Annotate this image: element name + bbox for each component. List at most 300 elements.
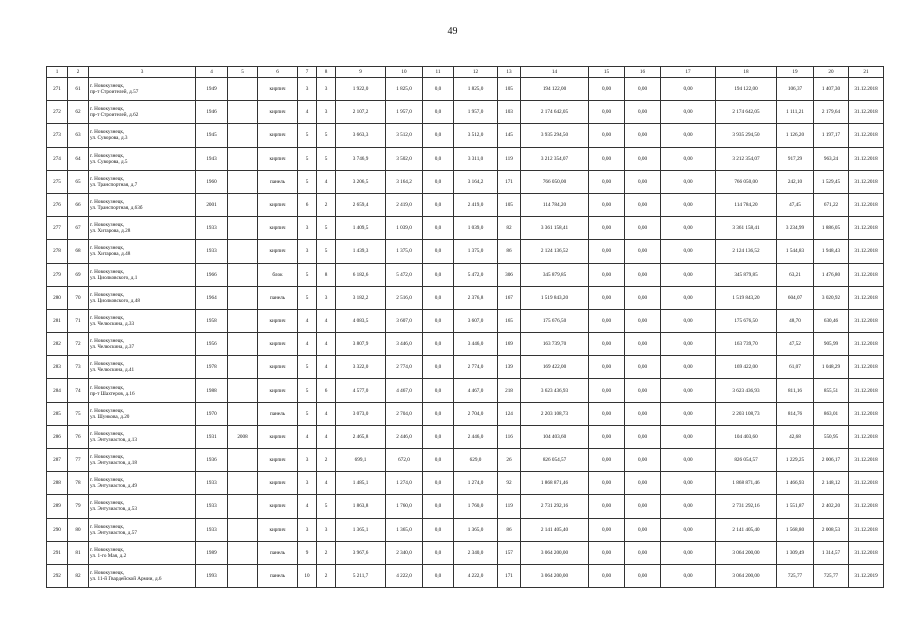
cell-col-16: 0,00 <box>625 541 661 564</box>
cell-col-13: 26 <box>498 449 521 472</box>
cell-col-18: 3 361 158,41 <box>716 217 777 240</box>
cell-col-7: 4 <box>298 425 317 448</box>
address-city: г. Новокузнецк, <box>90 338 125 345</box>
cell-col-7: 5 <box>298 286 317 309</box>
cell-col-15: 0,00 <box>589 541 625 564</box>
cell-col-9: 4 577,0 <box>336 379 386 402</box>
address-cell <box>89 147 196 170</box>
column-header-6: 6 <box>258 67 298 78</box>
cell-col-18: 2 174 642,05 <box>716 101 777 124</box>
cell-col-4: 1960 <box>196 170 228 193</box>
address-cell <box>89 193 196 216</box>
cell-col-15: 0,00 <box>589 495 625 518</box>
cell-col-2: 72 <box>68 333 89 356</box>
cell-col-7: 3 <box>298 240 317 263</box>
cell-col-6: кирпич <box>258 518 298 541</box>
cell-col-5 <box>228 449 258 472</box>
cell-col-9: 3 322,0 <box>336 356 386 379</box>
cell-col-11: 0,0 <box>423 518 454 541</box>
cell-col-12: 1 365,0 <box>454 518 498 541</box>
table-row <box>47 78 884 101</box>
cell-col-6: кирпич <box>258 425 298 448</box>
cell-col-7: 3 <box>298 472 317 495</box>
cell-col-7: 5 <box>298 356 317 379</box>
cell-col-17: 0,00 <box>661 309 716 332</box>
cell-col-12: 629,0 <box>454 449 498 472</box>
cell-col-15: 0,00 <box>589 425 625 448</box>
cell-col-16: 0,00 <box>625 193 661 216</box>
cell-col-4: 1978 <box>196 356 228 379</box>
cell-col-10: 1 760,0 <box>386 495 423 518</box>
cell-col-19: 811,16 <box>777 379 814 402</box>
cell-col-11: 0,0 <box>423 449 454 472</box>
cell-col-20: 1 948,43 <box>814 240 849 263</box>
cell-col-8: 2 <box>317 541 336 564</box>
table-row <box>47 193 884 216</box>
cell-col-19: 814,76 <box>777 402 814 425</box>
cell-col-11: 0,0 <box>423 263 454 286</box>
address-cell <box>89 449 196 472</box>
cell-col-9: 3 967,6 <box>336 541 386 564</box>
cell-col-16: 0,00 <box>625 286 661 309</box>
cell-col-20: 2 402,20 <box>814 495 849 518</box>
cell-col-13: 119 <box>498 495 521 518</box>
address-street: пр-т Строителей, д.62 <box>90 112 139 119</box>
cell-col-7: 5 <box>298 402 317 425</box>
address-city: г. Новокузнецк, <box>90 83 125 90</box>
table-row <box>47 263 884 286</box>
address-street: ул. Хитарова, д.48 <box>90 251 131 258</box>
table-body <box>47 78 884 588</box>
cell-col-4: 1933 <box>196 518 228 541</box>
cell-col-4: 1970 <box>196 402 228 425</box>
cell-col-13: 82 <box>498 217 521 240</box>
cell-col-7: 3 <box>298 518 317 541</box>
cell-col-12: 4 467,0 <box>454 379 498 402</box>
cell-col-5 <box>228 286 258 309</box>
cell-col-16: 0,00 <box>625 170 661 193</box>
address-cell <box>89 425 196 448</box>
cell-col-10: 5 472,0 <box>386 263 423 286</box>
cell-col-9: 3 182,2 <box>336 286 386 309</box>
address-cell <box>89 286 196 309</box>
column-header-15: 15 <box>589 67 625 78</box>
cell-col-13: 105 <box>498 78 521 101</box>
cell-col-19: 42,68 <box>777 425 814 448</box>
cell-col-5 <box>228 333 258 356</box>
cell-col-11: 0,0 <box>423 309 454 332</box>
cell-col-11: 0,0 <box>423 124 454 147</box>
cell-col-4: 1945 <box>196 124 228 147</box>
cell-col-8: 5 <box>317 124 336 147</box>
cell-col-17: 0,00 <box>661 541 716 564</box>
table-row <box>47 356 884 379</box>
cell-col-20: 550,95 <box>814 425 849 448</box>
address-street: ул. Транспортная, д.7 <box>90 181 138 188</box>
cell-col-7: 4 <box>298 495 317 518</box>
address-cell <box>89 217 196 240</box>
cell-col-5 <box>228 309 258 332</box>
cell-col-2: 62 <box>68 101 89 124</box>
cell-col-11: 0,0 <box>423 170 454 193</box>
cell-col-19: 1 309,49 <box>777 541 814 564</box>
address-cell <box>89 240 196 263</box>
cell-col-12: 2 774,0 <box>454 356 498 379</box>
cell-col-20: 2 148,12 <box>814 472 849 495</box>
cell-col-6: кирпич <box>258 495 298 518</box>
cell-col-17: 0,00 <box>661 379 716 402</box>
table-row <box>47 449 884 472</box>
address-cell <box>89 333 196 356</box>
cell-col-9: 3 807,9 <box>336 333 386 356</box>
column-header-1: 1 <box>47 67 68 78</box>
cell-col-14: 3 064 200,00 <box>521 541 589 564</box>
cell-col-1: 286 <box>47 425 68 448</box>
cell-col-12: 4 222,0 <box>454 564 498 587</box>
cell-col-13: 139 <box>498 356 521 379</box>
cell-col-19: 242,10 <box>777 170 814 193</box>
cell-col-13: 165 <box>498 309 521 332</box>
address-city: г. Новокузнецк, <box>90 106 125 113</box>
cell-col-19: 604,07 <box>777 286 814 309</box>
cell-col-8: 2 <box>317 193 336 216</box>
cell-col-16: 0,00 <box>625 263 661 286</box>
cell-col-11: 0,0 <box>423 78 454 101</box>
cell-col-13: 145 <box>498 124 521 147</box>
cell-col-12: 1 760,0 <box>454 495 498 518</box>
cell-col-9: 4 083,5 <box>336 309 386 332</box>
cell-col-12: 1 957,0 <box>454 101 498 124</box>
cell-col-20: 2 179,64 <box>814 101 849 124</box>
cell-col-20: 725,77 <box>814 564 849 587</box>
cell-col-13: 116 <box>498 425 521 448</box>
cell-col-13: 119 <box>498 147 521 170</box>
cell-col-12: 1 039,0 <box>454 217 498 240</box>
cell-col-17: 0,00 <box>661 147 716 170</box>
address-city: г. Новокузнецк, <box>90 546 125 553</box>
cell-col-8: 3 <box>317 101 336 124</box>
cell-col-7: 3 <box>298 449 317 472</box>
address-city: г. Новокузнецк, <box>90 361 125 368</box>
cell-col-9: 2 107,2 <box>336 101 386 124</box>
cell-col-14: 175 676,50 <box>521 309 589 332</box>
cell-col-10: 2 446,0 <box>386 425 423 448</box>
cell-col-9: 1 409,5 <box>336 217 386 240</box>
cell-col-5 <box>228 379 258 402</box>
cell-col-5 <box>228 170 258 193</box>
cell-col-15: 0,00 <box>589 124 625 147</box>
cell-col-7: 5 <box>298 379 317 402</box>
address-street: пр-т Строителей, д.57 <box>90 89 139 96</box>
cell-col-11: 0,0 <box>423 217 454 240</box>
cell-col-18: 826 054,57 <box>716 449 777 472</box>
table-row <box>47 495 884 518</box>
cell-col-15: 0,00 <box>589 193 625 216</box>
cell-col-19: 48,70 <box>777 309 814 332</box>
cell-col-11: 0,0 <box>423 356 454 379</box>
cell-col-16: 0,00 <box>625 124 661 147</box>
address-city: г. Новокузнецк, <box>90 407 125 414</box>
address-street: ул. Энтузиастов, д.49 <box>90 483 137 490</box>
cell-col-14: 104 403,60 <box>521 425 589 448</box>
cell-col-18: 3 935 294,50 <box>716 124 777 147</box>
cell-col-13: 92 <box>498 472 521 495</box>
address-street: ул. Челюскина, д.37 <box>90 344 135 351</box>
cell-col-19: 1 466,93 <box>777 472 814 495</box>
cell-col-21: 31.12.2018 <box>849 425 884 448</box>
cell-col-13: 218 <box>498 379 521 402</box>
cell-col-4: 1933 <box>196 495 228 518</box>
cell-col-6: панель <box>258 541 298 564</box>
cell-col-1: 287 <box>47 449 68 472</box>
cell-col-13: 169 <box>498 333 521 356</box>
cell-col-6: кирпич <box>258 78 298 101</box>
cell-col-10: 2 340,0 <box>386 541 423 564</box>
cell-col-17: 0,00 <box>661 78 716 101</box>
column-header-10: 10 <box>386 67 423 78</box>
cell-col-6: панель <box>258 286 298 309</box>
cell-col-8: 4 <box>317 309 336 332</box>
table-row <box>47 541 884 564</box>
cell-col-4: 1933 <box>196 472 228 495</box>
cell-col-19: 47,45 <box>777 193 814 216</box>
cell-col-20: 963,24 <box>814 147 849 170</box>
cell-col-7: 6 <box>298 193 317 216</box>
cell-col-12: 2 446,0 <box>454 425 498 448</box>
cell-col-1: 278 <box>47 240 68 263</box>
cell-col-5 <box>228 541 258 564</box>
address-street: ул. Циолковского, д.48 <box>90 297 140 304</box>
cell-col-5 <box>228 263 258 286</box>
cell-col-14: 2 731 292,16 <box>521 495 589 518</box>
cell-col-16: 0,00 <box>625 78 661 101</box>
cell-col-8: 2 <box>317 449 336 472</box>
cell-col-15: 0,00 <box>589 333 625 356</box>
column-header-2: 2 <box>68 67 89 78</box>
cell-col-12: 2 419,0 <box>454 193 498 216</box>
cell-col-16: 0,00 <box>625 472 661 495</box>
cell-col-18: 1 519 843,20 <box>716 286 777 309</box>
cell-col-13: 171 <box>498 170 521 193</box>
cell-col-4: 1933 <box>196 240 228 263</box>
cell-col-21: 31.12.2018 <box>849 101 884 124</box>
cell-col-9: 2 465,8 <box>336 425 386 448</box>
cell-col-17: 0,00 <box>661 170 716 193</box>
cell-col-9: 6 182,6 <box>336 263 386 286</box>
cell-col-5 <box>228 240 258 263</box>
cell-col-18: 3 064 200,00 <box>716 541 777 564</box>
column-header-11: 11 <box>423 67 454 78</box>
cell-col-1: 291 <box>47 541 68 564</box>
cell-col-14: 2 141 405,40 <box>521 518 589 541</box>
cell-col-7: 5 <box>298 170 317 193</box>
cell-col-13: 171 <box>498 564 521 587</box>
cell-col-4: 1933 <box>196 217 228 240</box>
cell-col-6: панель <box>258 402 298 425</box>
cell-col-6: панель <box>258 564 298 587</box>
cell-col-21: 31.12.2018 <box>849 541 884 564</box>
cell-col-9: 3 746,9 <box>336 147 386 170</box>
cell-col-2: 65 <box>68 170 89 193</box>
cell-col-21: 31.12.2018 <box>849 240 884 263</box>
column-header-4: 4 <box>196 67 228 78</box>
cell-col-4: 1958 <box>196 309 228 332</box>
address-city: г. Новокузнецк, <box>90 291 125 298</box>
cell-col-13: 105 <box>498 193 521 216</box>
cell-col-20: 863,01 <box>814 402 849 425</box>
cell-col-1: 277 <box>47 217 68 240</box>
cell-col-17: 0,00 <box>661 564 716 587</box>
cell-col-5 <box>228 402 258 425</box>
cell-col-7: 5 <box>298 147 317 170</box>
cell-col-12: 1 825,0 <box>454 78 498 101</box>
cell-col-15: 0,00 <box>589 170 625 193</box>
cell-col-8: 3 <box>317 78 336 101</box>
address-street: ул. Энтузиастов, д.53 <box>90 506 137 513</box>
cell-col-14: 345 879,85 <box>521 263 589 286</box>
address-street: ул. Энтузиастов, д.13 <box>90 436 137 443</box>
cell-col-21: 31.12.2018 <box>849 170 884 193</box>
column-header-20: 20 <box>814 67 849 78</box>
cell-col-7: 3 <box>298 78 317 101</box>
cell-col-8: 3 <box>317 518 336 541</box>
cell-col-14: 3 623 436,93 <box>521 379 589 402</box>
address-city: г. Новокузнецк, <box>90 384 125 391</box>
cell-col-15: 0,00 <box>589 101 625 124</box>
address-cell <box>89 472 196 495</box>
cell-col-2: 69 <box>68 263 89 286</box>
cell-col-6: кирпич <box>258 449 298 472</box>
cell-col-14: 169 422,00 <box>521 356 589 379</box>
cell-col-8: 4 <box>317 333 336 356</box>
cell-col-14: 2 174 642,05 <box>521 101 589 124</box>
cell-col-18: 104 403,60 <box>716 425 777 448</box>
address-cell <box>89 101 196 124</box>
cell-col-20: 855,51 <box>814 379 849 402</box>
address-city: г. Новокузнецк, <box>90 477 125 484</box>
cell-col-19: 917,29 <box>777 147 814 170</box>
cell-col-14: 3 212 354,07 <box>521 147 589 170</box>
cell-col-14: 1 519 843,20 <box>521 286 589 309</box>
cell-col-18: 3 623 436,93 <box>716 379 777 402</box>
cell-col-12: 3 607,0 <box>454 309 498 332</box>
table-row <box>47 379 884 402</box>
cell-col-16: 0,00 <box>625 217 661 240</box>
column-header-12: 12 <box>454 67 498 78</box>
address-city: г. Новокузнецк, <box>90 268 125 275</box>
cell-col-18: 3 212 354,07 <box>716 147 777 170</box>
cell-col-6: кирпич <box>258 124 298 147</box>
cell-col-11: 0,0 <box>423 101 454 124</box>
cell-col-1: 279 <box>47 263 68 286</box>
cell-col-19: 1 568,80 <box>777 518 814 541</box>
cell-col-2: 61 <box>68 78 89 101</box>
table-row <box>47 124 884 147</box>
cell-col-1: 292 <box>47 564 68 587</box>
cell-col-4: 1956 <box>196 333 228 356</box>
column-header-8: 8 <box>317 67 336 78</box>
cell-col-7: 4 <box>298 101 317 124</box>
cell-col-15: 0,00 <box>589 402 625 425</box>
table-row <box>47 217 884 240</box>
cell-col-20: 2 006,17 <box>814 449 849 472</box>
cell-col-10: 1 825,0 <box>386 78 423 101</box>
cell-col-15: 0,00 <box>589 379 625 402</box>
cell-col-18: 2 203 108,73 <box>716 402 777 425</box>
column-header-18: 18 <box>716 67 777 78</box>
cell-col-16: 0,00 <box>625 449 661 472</box>
cell-col-13: 124 <box>498 402 521 425</box>
cell-col-12: 2 376,8 <box>454 286 498 309</box>
cell-col-13: 86 <box>498 240 521 263</box>
cell-col-11: 0,0 <box>423 333 454 356</box>
cell-col-8: 4 <box>317 425 336 448</box>
cell-col-19: 1 229,25 <box>777 449 814 472</box>
address-cell <box>89 356 196 379</box>
cell-col-10: 3 164,2 <box>386 170 423 193</box>
cell-col-10: 2 516,0 <box>386 286 423 309</box>
cell-col-1: 288 <box>47 472 68 495</box>
cell-col-21: 31.12.2018 <box>849 263 884 286</box>
address-cell <box>89 518 196 541</box>
column-header-7: 7 <box>298 67 317 78</box>
cell-col-1: 272 <box>47 101 68 124</box>
cell-col-6: кирпич <box>258 193 298 216</box>
address-city: г. Новокузнецк, <box>90 152 125 159</box>
cell-col-5 <box>228 147 258 170</box>
cell-col-8: 5 <box>317 495 336 518</box>
cell-col-1: 284 <box>47 379 68 402</box>
table-row <box>47 101 884 124</box>
address-street: ул. Энтузиастов, д.57 <box>90 529 137 536</box>
cell-col-17: 0,00 <box>661 449 716 472</box>
cell-col-12: 5 472,0 <box>454 263 498 286</box>
cell-col-14: 194 122,00 <box>521 78 589 101</box>
cell-col-10: 2 419,0 <box>386 193 423 216</box>
cell-col-8: 5 <box>317 217 336 240</box>
cell-col-20: 1 048,29 <box>814 356 849 379</box>
cell-col-21: 31.12.2018 <box>849 449 884 472</box>
address-street: ул. Челюскина, д.41 <box>90 367 135 374</box>
cell-col-15: 0,00 <box>589 263 625 286</box>
cell-col-15: 0,00 <box>589 472 625 495</box>
cell-col-16: 0,00 <box>625 402 661 425</box>
address-cell <box>89 402 196 425</box>
column-header-14: 14 <box>521 67 589 78</box>
cell-col-12: 2 704,0 <box>454 402 498 425</box>
cell-col-19: 1 126,20 <box>777 124 814 147</box>
address-street: ул. Челюскина, д.33 <box>90 320 135 327</box>
cell-col-9: 2 659,4 <box>336 193 386 216</box>
cell-col-7: 3 <box>298 217 317 240</box>
cell-col-11: 0,0 <box>423 541 454 564</box>
cell-col-21: 31.12.2018 <box>849 472 884 495</box>
address-city: г. Новокузнецк, <box>90 222 125 229</box>
column-header-3: 3 <box>89 67 196 78</box>
cell-col-18: 345 879,85 <box>716 263 777 286</box>
cell-col-4: 1964 <box>196 286 228 309</box>
cell-col-13: 103 <box>498 101 521 124</box>
cell-col-6: кирпич <box>258 101 298 124</box>
cell-col-7: 4 <box>298 309 317 332</box>
cell-col-19: 1 111,21 <box>777 101 814 124</box>
cell-col-4: 1988 <box>196 379 228 402</box>
cell-col-2: 77 <box>68 449 89 472</box>
cell-col-1: 280 <box>47 286 68 309</box>
cell-col-18: 163 739,70 <box>716 333 777 356</box>
table-row <box>47 286 884 309</box>
cell-col-16: 0,00 <box>625 147 661 170</box>
